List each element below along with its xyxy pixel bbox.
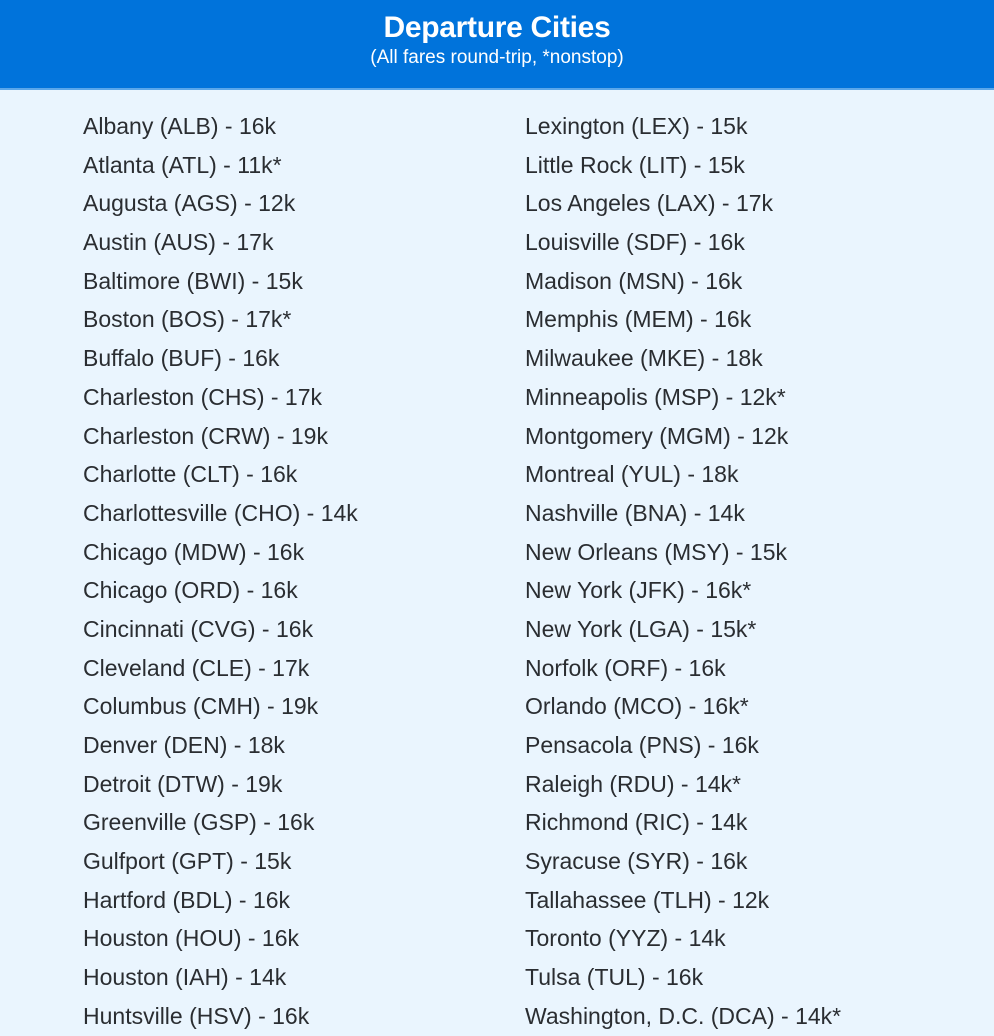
city-fare-item: Albany (ALB) - 16k (83, 113, 277, 139)
city-fare-item: Syracuse (SYR) - 16k (525, 848, 748, 875)
city-fare-item: Pensacola (PNS) - 16k (525, 732, 759, 758)
city-fare-item: Charleston (CRW) - 19k (83, 422, 328, 449)
city-fare-item: Charlottesville (CHO) - 14k (83, 499, 358, 526)
city-fare-item: Detroit (DTW) - 19k (83, 770, 283, 797)
city-fare-item: Cincinnati (CVG) - 16k (83, 615, 314, 642)
city-fare-item: Columbus (CMH) - 19k (83, 693, 319, 720)
city-fare-item: Washington, D.C. (DCA) - 14k* (525, 1002, 842, 1029)
city-fare-item: Minneapolis (MSP) - 12k* (525, 383, 786, 410)
city-fare-item: Nashville (BNA) - 14k (525, 499, 745, 526)
city-fare-item: Louisville (SDF) - 16k (525, 229, 745, 256)
city-fare-item: Houston (HOU) - 16k (83, 925, 300, 952)
city-fare-item: Richmond (RIC) - 14k (525, 809, 748, 836)
city-fare-item: Augusta (AGS) - 12k (83, 190, 296, 217)
city-fare-item: Greenville (GSP) - 16k (83, 809, 315, 836)
city-fare-item: Raleigh (RDU) - 14k* (525, 770, 742, 797)
city-fare-item: Hartford (BDL) - 16k (83, 886, 291, 913)
city-fare-item: Chicago (MDW) - 16k (83, 538, 305, 565)
city-fare-item: Baltimore (BWI) - 15k (83, 267, 303, 294)
city-fare-item: Los Angeles (LAX) - 17k (525, 190, 774, 217)
city-fare-item: Huntsville (HSV) - 16k (83, 1002, 310, 1029)
city-fare-item: Atlanta (ATL) - 11k* (83, 151, 282, 178)
city-fare-item: Gulfport (GPT) - 15k (83, 848, 292, 875)
city-fare-item: Austin (AUS) - 17k (83, 229, 274, 256)
city-fare-item: Memphis (MEM) - 16k (525, 306, 752, 333)
header-banner (0, 0, 994, 90)
city-fare-item: Norfolk (ORF) - 16k (525, 654, 726, 681)
city-fare-item: Chicago (ORD) - 16k (83, 577, 298, 604)
city-fare-item: Charleston (CHS) - 17k (83, 383, 323, 410)
page-title: Departure Cities (383, 11, 611, 44)
city-fare-item: Tulsa (TUL) - 16k (525, 964, 704, 991)
city-fare-item: Madison (MSN) - 16k (525, 267, 743, 294)
city-fare-item: Milwaukee (MKE) - 18k (525, 345, 763, 372)
city-fare-item: Houston (IAH) - 14k (83, 964, 287, 991)
city-fare-item: New York (LGA) - 15k* (525, 615, 757, 642)
city-fare-item: Lexington (LEX) - 15k (525, 113, 748, 139)
city-fare-item: Montreal (YUL) - 18k (525, 461, 739, 488)
city-fare-item: Cleveland (CLE) - 17k (83, 654, 310, 681)
city-fare-item: Orlando (MCO) - 16k* (525, 693, 749, 720)
city-fare-item: Buffalo (BUF) - 16k (83, 345, 280, 372)
left-column (83, 107, 358, 1036)
city-fare-item: Boston (BOS) - 17k* (83, 306, 292, 333)
city-fare-item: Tallahassee (TLH) - 12k (525, 886, 770, 913)
city-fare-item: Toronto (YYZ) - 14k (525, 925, 726, 952)
page-subtitle: (All fares round-trip, *nonstop) (370, 47, 624, 68)
city-fare-item: New York (JFK) - 16k* (525, 577, 752, 604)
city-fare-item: Little Rock (LIT) - 15k (525, 151, 745, 178)
right-column (525, 107, 841, 1036)
city-fare-item: Denver (DEN) - 18k (83, 732, 285, 758)
city-fare-item: Charlotte (CLT) - 16k (83, 461, 298, 488)
city-fare-item: Montgomery (MGM) - 12k (525, 422, 789, 449)
city-fare-item: New Orleans (MSY) - 15k (525, 538, 788, 565)
